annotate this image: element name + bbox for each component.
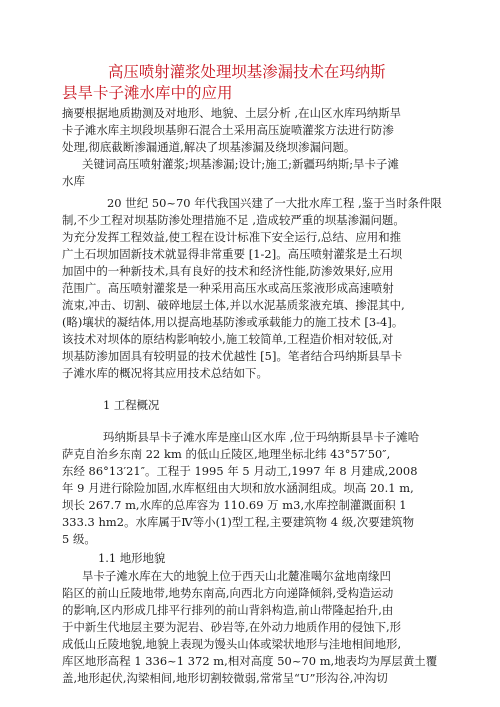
abstract-line: 卡子滩水库主坝段坝基卵石混合土采用高压旋喷灌浆方法进行防渗	[62, 123, 394, 137]
terrain-line: 成低山丘陵地貌,地貌上表现为馒头山体或梁状地形与洼地相间地形,	[62, 637, 402, 651]
intro-line: 子滩水库的概况将其应用技术总结如下。	[62, 366, 268, 380]
intro-line: 加固中的一种新技术,具有良好的技术和经济性能,防渗效果好,应用	[62, 264, 394, 278]
terrain-line: 盖,地形起伏,沟梁相间,地形切割较微弱,常常呈“U”形沟谷,冲沟切	[62, 671, 388, 685]
overview-line: 5 级。	[62, 532, 96, 546]
abstract-line: 处理,彻底截断渗漏通道,解决了坝基渗漏及绕坝渗漏问题。	[62, 140, 356, 154]
section-heading: 1 工程概况	[103, 398, 160, 412]
subsection-heading: 1.1 地形地貌	[98, 551, 166, 565]
keywords-line: 关键词高压喷射灌浆;坝基渗漏;设计;施工;新疆玛纳斯;旱卡子滩	[82, 157, 399, 171]
terrain-line: 陷区的前山丘陵地带,地势东南高,向西北方向递降倾斜,受构造运动	[62, 586, 394, 600]
terrain-line: 库区地形高程 1 336~1 372 m,相对高度 50~70 m,地表均为厚层黄土覆	[62, 654, 438, 668]
document-title-line-1: 高压喷射灌浆处理坝基渗漏技术在玛纳斯	[108, 63, 386, 81]
terrain-line: 旱卡子滩水库在大的地貌上位于西天山北麓准噶尔盆地南缘凹	[82, 569, 391, 583]
intro-line: 广土石坝加固新技术就显得非常重要 [1-2]。高压喷射灌浆是土石坝	[62, 247, 403, 261]
intro-line: 流束,冲击、切割、破碎地层土体,并以水泥基质浆液充填、掺混其中,	[62, 298, 405, 312]
overview-line: 333.3 hm2。水库属于Ⅳ等小(1)型工程,主要建筑物 4 级,次要建筑物	[62, 515, 415, 529]
overview-line: 萨克自治乡东南 22 km 的低山丘陵区,地理坐标北纬 43°57′50″,	[62, 447, 391, 461]
intro-line: (略)壤状的凝结体,用以提高地基防渗或承载能力的施工技术 [3-4]。	[62, 315, 404, 329]
overview-line: 东经 86°13′21″。工程于 1995 年 5 月动工,1997 年 8 月建成,2008	[62, 464, 418, 478]
terrain-line: 的影响,区内形成几排平行排列的前山背斜构造,前山带隆起抬升,由	[62, 603, 394, 617]
intro-line: 20 世纪 50~70 年代我国兴建了一大批水库工程 ,鉴于当时条件限	[107, 196, 442, 210]
intro-line: 范围广。高压喷射灌浆是一种采用高压水或高压浆液形成高速喷射	[62, 281, 394, 295]
document-title-line-2: 县旱卡子滩水库中的应用	[62, 84, 233, 102]
intro-line: 制,不少工程对坝基防渗处理措施不足 ,造成较严重的坝基渗漏问题。	[62, 213, 405, 227]
keywords-line: 水库	[62, 174, 85, 188]
abstract-line: 摘要根据地质勘测及对地形、地貌、土层分析 ,在山区水库玛纳斯旱	[62, 106, 402, 120]
overview-line: 年 9 月进行除险加固,水库枢纽由大坝和放水涵洞组成。坝高 20.1 m,	[62, 481, 414, 495]
overview-line: 玛纳斯县旱卡子滩水库是座山区水库 ,位于玛纳斯县旱卡子滩哈	[103, 430, 420, 444]
terrain-line: 于中新生代地层主要为泥岩、砂岩等,在外动力地质作用的侵蚀下,形	[62, 620, 402, 634]
intro-line: 为充分发挥工程效益,使工程在设计标准下安全运行,总结、应用和推	[62, 230, 402, 244]
intro-line: 坝基防渗加固具有较明显的技术优越性 [5]。笔者结合玛纳斯县旱卡	[62, 349, 403, 363]
intro-line: 该技术对坝体的原结构影响较小,施工较简单,工程造价相对较低,对	[62, 332, 394, 346]
overview-line: 坝长 267.7 m,水库的总库容为 110.69 万 m3,水库控制灌溉面积 1	[62, 498, 407, 512]
